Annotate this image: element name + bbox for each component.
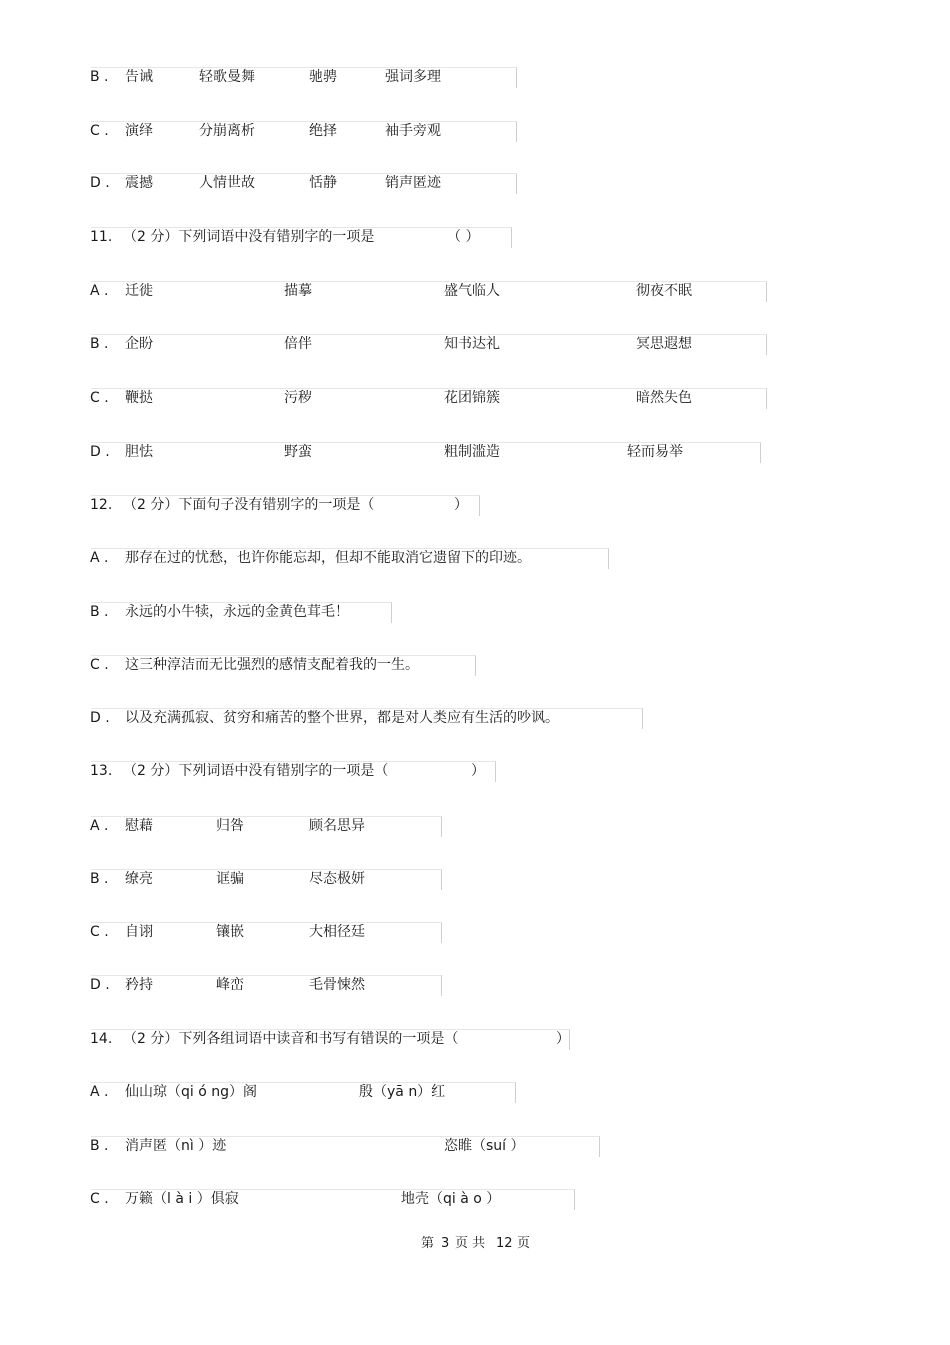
footer-middle: 页 共 bbox=[455, 1236, 486, 1251]
option-word: 归咎 bbox=[216, 818, 244, 834]
option-word: 万籁（l à i ）俱寂 bbox=[125, 1191, 239, 1207]
option-label: C . bbox=[90, 1191, 109, 1207]
option-label: D . bbox=[90, 977, 110, 993]
option-text: 永远的小牛犊，永远的金黄色茸毛！ bbox=[125, 604, 349, 620]
option-label: B . bbox=[90, 336, 109, 352]
option-word: 演绎 bbox=[125, 123, 153, 139]
option-label: D . bbox=[90, 175, 110, 191]
option-word: 轻而易举 bbox=[627, 444, 683, 460]
option-word: 消声匿（nì ）迹 bbox=[125, 1138, 227, 1154]
option-word: 镶嵌 bbox=[216, 924, 244, 940]
option-label: C . bbox=[90, 390, 109, 406]
option-word: 峰峦 bbox=[216, 977, 244, 993]
option-word: 企盼 bbox=[125, 336, 153, 352]
option-word: 粗制滥造 bbox=[444, 444, 500, 460]
question-number: 14. bbox=[90, 1031, 113, 1047]
option-word: 恬静 bbox=[309, 175, 337, 191]
option-word: 盛气临人 bbox=[444, 283, 500, 299]
option-word: 震撼 bbox=[125, 175, 153, 191]
option-word: 矜持 bbox=[125, 977, 153, 993]
footer-prefix: 第 bbox=[421, 1236, 435, 1251]
option-word: 暗然失色 bbox=[636, 390, 692, 406]
page-footer bbox=[0, 1234, 950, 1254]
option-label: C . bbox=[90, 657, 109, 673]
question-number: 11. bbox=[90, 229, 113, 245]
option-label: C . bbox=[90, 123, 109, 139]
option-word: 迁徙 bbox=[125, 283, 153, 299]
option-underline bbox=[91, 67, 517, 88]
option-word: 花团锦簇 bbox=[444, 390, 500, 406]
question-text: （2 分）下列各组词语中读音和书写有错误的一项是（ bbox=[123, 1031, 459, 1047]
question-text: （2 分）下面句子没有错别字的一项是（ bbox=[123, 497, 375, 513]
option-label: B . bbox=[90, 604, 109, 620]
option-word: 强词多理 bbox=[385, 69, 441, 85]
option-word: 地壳（qi à o ） bbox=[401, 1191, 501, 1207]
option-word: 大相径廷 bbox=[309, 924, 365, 940]
option-word: 缭亮 bbox=[125, 871, 153, 887]
option-word: 告诫 bbox=[125, 69, 153, 85]
option-label: B . bbox=[90, 871, 109, 887]
option-word: 自诩 bbox=[125, 924, 153, 940]
option-word: 倍伴 bbox=[284, 336, 312, 352]
question-text: （2 分）下列词语中没有错别字的一项是 bbox=[123, 229, 375, 245]
question-text: （2 分）下列词语中没有错别字的一项是（ bbox=[123, 763, 389, 779]
answer-paren-close: ） bbox=[471, 763, 485, 779]
current-page-number: 3 bbox=[441, 1236, 450, 1251]
option-word: 分崩离析 bbox=[199, 123, 255, 139]
option-word: 冥思遐想 bbox=[636, 336, 692, 352]
answer-paren-close: ） bbox=[556, 1031, 570, 1047]
option-word: 胆怯 bbox=[125, 444, 153, 460]
option-word: 殷（yā n）红 bbox=[359, 1084, 446, 1100]
option-label: A . bbox=[90, 1084, 109, 1100]
option-label: B . bbox=[90, 1138, 109, 1154]
footer-suffix: 页 bbox=[517, 1236, 531, 1251]
option-word: 彻夜不眠 bbox=[636, 283, 692, 299]
option-word: 袖手旁观 bbox=[385, 123, 441, 139]
option-label: A . bbox=[90, 818, 109, 834]
option-word: 鞭挞 bbox=[125, 390, 153, 406]
total-pages: 12 bbox=[496, 1236, 513, 1251]
option-word: 野蛮 bbox=[284, 444, 312, 460]
option-word: 仙山琼（qi ó ng）阁 bbox=[125, 1084, 258, 1100]
option-word: 尽态极妍 bbox=[309, 871, 365, 887]
option-text: 以及充满孤寂、贫穷和痛苦的整个世界，都是对人类应有生活的吵讽。 bbox=[125, 710, 559, 726]
option-word: 毛骨悚然 bbox=[309, 977, 365, 993]
option-word: 诓骗 bbox=[216, 871, 244, 887]
option-underline bbox=[91, 173, 517, 194]
option-label: B . bbox=[90, 69, 109, 85]
answer-paren-close: ） bbox=[454, 497, 468, 513]
option-word: 顾名思异 bbox=[309, 818, 365, 834]
option-word: 绝择 bbox=[309, 123, 337, 139]
option-label: D . bbox=[90, 444, 110, 460]
question-number: 12. bbox=[90, 497, 113, 513]
option-word: 恣睢（suí ） bbox=[444, 1138, 525, 1154]
option-word: 污秽 bbox=[284, 390, 312, 406]
option-label: A . bbox=[90, 283, 109, 299]
option-label: A . bbox=[90, 550, 109, 566]
option-underline bbox=[91, 121, 517, 142]
question-number: 13. bbox=[90, 763, 113, 779]
option-word: 轻歌曼舞 bbox=[199, 69, 255, 85]
option-word: 知书达礼 bbox=[444, 336, 500, 352]
option-text: 这三种淳洁而无比强烈的感情支配着我的一生。 bbox=[125, 657, 419, 673]
option-word: 慰藉 bbox=[125, 818, 153, 834]
answer-parentheses: （ ） bbox=[447, 229, 480, 245]
option-word: 驰骋 bbox=[309, 69, 337, 85]
option-label: C . bbox=[90, 924, 109, 940]
option-text: 那存在过的忧愁，也许你能忘却，但却不能取消它遗留下的印迹。 bbox=[125, 550, 531, 566]
option-label: D . bbox=[90, 710, 110, 726]
option-word: 描摹 bbox=[284, 283, 312, 299]
option-word: 销声匿迹 bbox=[385, 175, 441, 191]
option-word: 人情世故 bbox=[199, 175, 255, 191]
